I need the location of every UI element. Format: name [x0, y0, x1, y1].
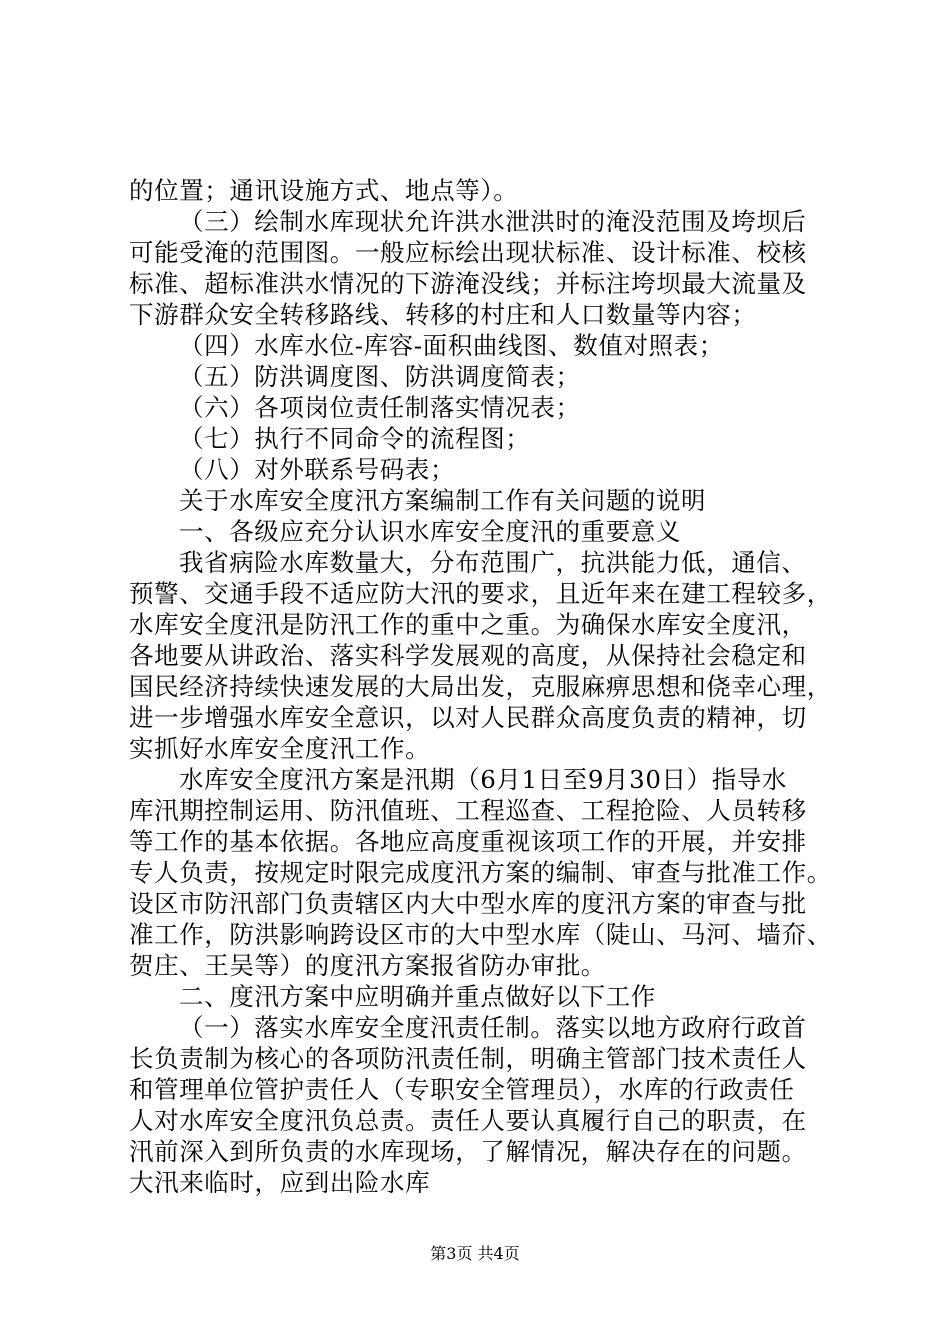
- text-line: 和管理单位管护责任人（专职安全管理员），水库的行政责任: [129, 1075, 795, 1104]
- text-line: （三）绘制水库现状允许洪水泄洪时的淹没范围及垮坝后: [179, 207, 807, 236]
- text-line: 的位置；通讯设施方式、地点等）。: [129, 176, 519, 205]
- text-line: 准工作，防洪影响跨设区市的大中型水库（陡山、马河、墙夼、: [129, 920, 832, 949]
- text-line: 等工作的基本依据。各地应高度重视该项工作的开展，并安排: [129, 827, 807, 856]
- text-line: （四）水库水位-库容-面积曲线图、数值对照表；: [179, 331, 724, 360]
- section-heading: 一、各级应充分认识水库安全度汛的重要意义: [179, 517, 681, 546]
- text-line: 下游群众安全转移路线、转移的村庄和人口数量等内容；: [129, 300, 757, 329]
- text-line: 国民经济持续快速发展的大局出发，克服麻痹思想和侥幸心理，: [129, 672, 832, 701]
- text-line: 汛前深入到所负责的水库现场，了解情况，解决存在的问题。: [129, 1137, 807, 1166]
- text-line: 贺庄、王吴等）的度汛方案报省防办审批。: [129, 951, 606, 980]
- text-line: 我省病险水库数量大，分布范围广，抗洪能力低，通信、: [179, 548, 807, 577]
- text-line: 水库安全度汛是防汛工作的重中之重。为确保水库安全度汛，: [129, 610, 807, 639]
- text-line: 各地要从讲政治、落实科学发展观的高度，从保持社会稳定和: [129, 641, 807, 670]
- text-line: （五）防洪调度图、防洪调度简表；: [179, 362, 581, 391]
- text-line: 库汛期控制运用、防汛值班、工程巡查、工程抢险、人员转移: [129, 796, 807, 825]
- text-line: （一）落实水库安全度汛责任制。落实以地方政府行政首: [179, 1013, 807, 1042]
- text-line: 专人负责，按规定时限完成度汛方案的编制、审查与批准工作。: [129, 858, 832, 887]
- text-line: 实抓好水库安全度汛工作。: [129, 734, 431, 763]
- text-line: （六）各项岗位责任制落实情况表；: [179, 393, 581, 422]
- text-line: 长负责制为核心的各项防汛责任制，明确主管部门技术责任人: [129, 1044, 807, 1073]
- text-line: （八）对外联系号码表；: [179, 455, 456, 484]
- text-line: （七）执行不同命令的流程图；: [179, 424, 531, 453]
- section-title: 关于水库安全度汛方案编制工作有关问题的说明: [179, 486, 707, 515]
- text-line: 人对水库安全度汛负总责。责任人要认真履行自己的职责，在: [129, 1106, 807, 1135]
- text-line: 大汛来临时，应到出险水库: [129, 1168, 431, 1197]
- page-number: 第3页 共4页: [430, 1244, 520, 1263]
- text-line: 设区市防汛部门负责辖区内大中型水库的度汛方案的审查与批: [129, 889, 807, 918]
- text-line: 进一步增强水库安全意识，以对人民群众高度负责的精神，切: [129, 703, 807, 732]
- text-line: 水库安全度汛方案是汛期（6月1日至9月30日）指导水: [179, 765, 788, 794]
- text-line: 可能受淹的范围图。一般应标绘出现状标准、设计标准、校核: [129, 238, 807, 267]
- text-line: 预警、交通手段不适应防大汛的要求，且近年来在建工程较多，: [129, 579, 832, 608]
- text-line: 标准、超标准洪水情况的下游淹没线；并标注垮坝最大流量及: [129, 269, 807, 298]
- section-heading: 二、度汛方案中应明确并重点做好以下工作: [179, 982, 656, 1011]
